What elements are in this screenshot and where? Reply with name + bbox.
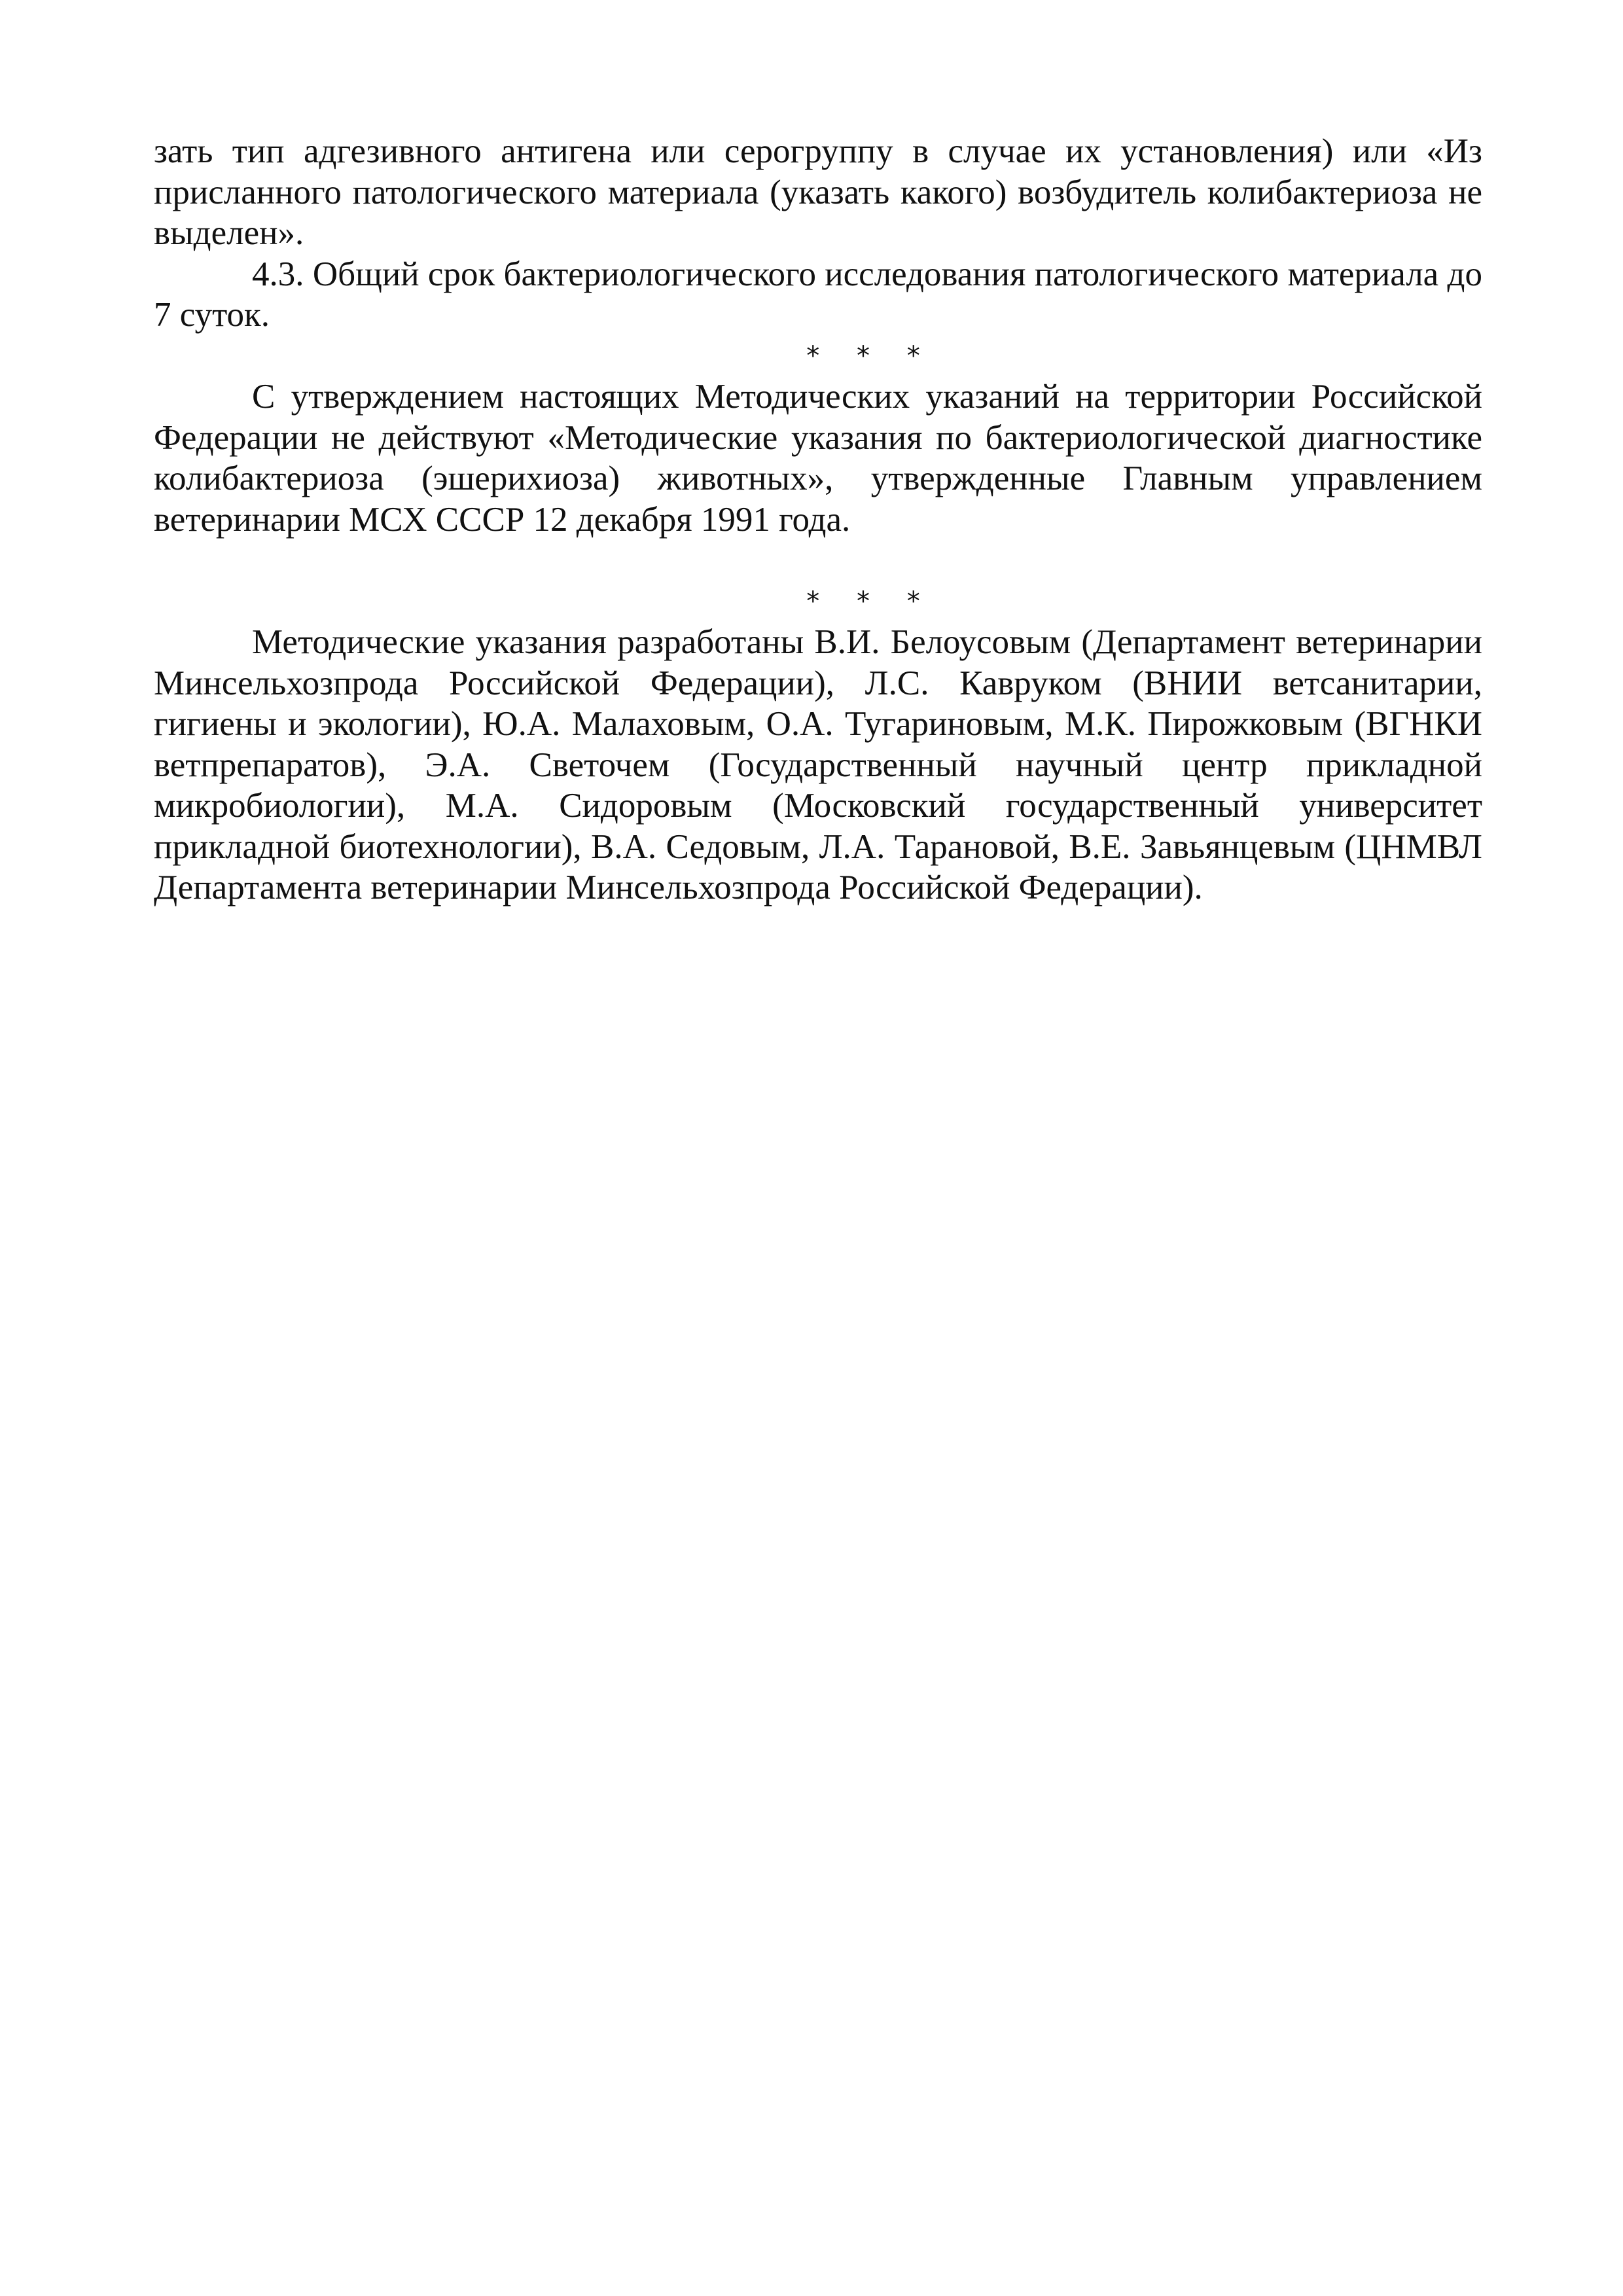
continuation-paragraph: зать тип адгезивного антигена или серогруппу в случае их установления) или «Из присланного патологического материала (указать какого) возбудитель колибактериоза не выделен». <box>154 132 1482 252</box>
authors-paragraph: Методические указания разработаны В.И. Белоусовым (Департамент ветеринарии Минсельхозпрода Российской Федерации), Л.С. Кавруком (ВНИИ ветсанитарии, гигиены и экологии), Ю.А. Малаховым, О.А. Тугариновым, М.К. Пирожковым (ВГНКИ ветпрепаратов), Э.А. Светочем (Государственный научный центр прикладной микробиологии), М.А. Сидоровым (Московский государственный университет прикладной биотехнологии), В.А. Седовым, Л.А. Тарановой, В.Е. Завьянцевым (ЦНМВЛ Департамента ветеринарии Минсельхозпрода Российской Федерации). <box>154 623 1482 906</box>
section-separator: * * * <box>806 586 935 617</box>
section-separator: * * * <box>806 340 935 371</box>
document-page <box>154 131 1482 908</box>
repeal-note-paragraph: С утверждением настоящих Методических указаний на территории Российской Федерации не действуют «Методические указания по бактериологической диагностике колибактериоза (эшерихиоза) животных», утвержденные Главным управлением ветеринарии МСХ СССР 12 декабря 1991 года. <box>154 378 1482 539</box>
item-4-3-paragraph: 4.3. Общий срок бактериологического исследования патологического материала до 7 суток. <box>154 255 1482 334</box>
